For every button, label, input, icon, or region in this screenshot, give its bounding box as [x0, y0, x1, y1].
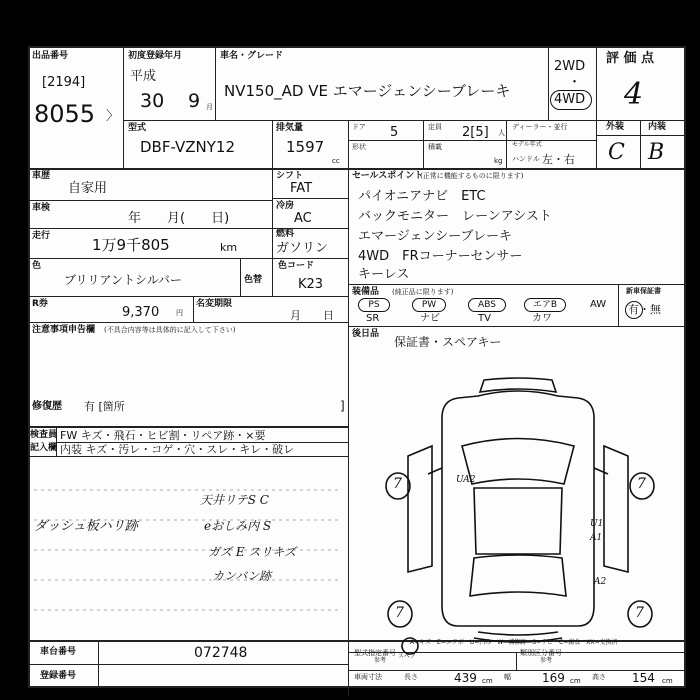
auth-label: 型式指定番号	[354, 649, 396, 657]
era: 平成	[130, 69, 157, 84]
new-warranty: 有・無	[628, 303, 661, 316]
reg-month: 9	[188, 90, 201, 112]
auth-ref: 参考	[374, 657, 387, 664]
size-label: 車両寸法	[354, 673, 382, 681]
damage-legend: A−キズ E−エクボ U−凹み W−補修跡 S−サビ C−腐食 XX−交換済	[410, 639, 618, 646]
handle: 左・右	[542, 153, 575, 166]
notes-label: 注意事項申告欄	[32, 325, 96, 335]
damage-a2: A2	[594, 577, 607, 587]
kg-unit: kg	[494, 157, 503, 165]
equip-abs: ABS	[468, 298, 506, 312]
inspector-row-2: 内装 キズ・汚レ・コゲ・穴・スレ・キレ・破レ	[60, 443, 295, 456]
attached-label: 後日品	[352, 329, 380, 339]
model: DBF-VZNY12	[140, 138, 236, 156]
sales-point: 4WD FRコーナーセンサー	[358, 249, 523, 264]
height-value: 154	[632, 671, 655, 685]
ac-label: 冷房	[276, 201, 295, 211]
lot-label: 出品番号	[32, 51, 69, 61]
equip-tv: TV	[478, 313, 491, 324]
equip-navi: ナビ	[420, 313, 440, 324]
month-unit: 月	[206, 103, 213, 111]
inspection: 年 月( 日)	[128, 211, 230, 226]
fuel-label: 燃料	[276, 229, 295, 239]
length-value: 439	[454, 671, 477, 685]
handle-label: ハンドル	[512, 155, 540, 163]
equip-ps: PS	[358, 298, 390, 312]
inspector-label-2: 記入欄	[30, 443, 58, 453]
note-guide-lines	[28, 460, 348, 640]
ext-label: 外装	[606, 122, 625, 132]
reg-number-label: 登録番号	[40, 671, 77, 681]
displacement-label: 排気量	[276, 123, 304, 133]
recycle-label: R券	[32, 299, 48, 309]
mileage-label: 走行	[32, 231, 51, 241]
equip-pw: PW	[412, 298, 446, 312]
spare-label: スペア	[398, 653, 417, 660]
inspector-row-1: FW キズ・飛石・ヒビ割・リペア跡・×要	[60, 429, 266, 442]
lot-sub: [2194]	[42, 75, 86, 90]
auction-sheet: 出品番号 [2194] 8055 〉 初度登録年月 平成 30 9 月 車名・グレード NV150_AD VE エマージェンシーブレーキ 2WD ・ 4WD 評 価 点 4 外装 内装 C B 型式 DBF-VZNY12 排気量 1597 cc ドア 5 定員 2[5] 人 ディーラー・並行 形状 積載 kg モデル年式 ハンドル 左・右 車歴 自家用 車検 年 月( 日) 走行 1万9千805 km シフト FAT 冷房 AC 燃料 ガソリン 色 ブリリアントシルバー 色替 色コード K23 R券 9,370 円 名変期限 月 日 注意事項申告欄 (不具合内容等は具体的に記入して下さい) 修復歴 有 [箇所 ] セールスポイント (正常に機能するものに限ります) パイオニアナビ ETC バックモニター レーンアシスト エマージェンシーブレーキ 4WD FRコーナーセンサー キーレス 装備品 (純正品に限ります) PS PW ABS エアB AW SR ナビ TV カワ 新車保証書 有・無 後日品 保証書・スペアキー 検査員 記入欄 FW キズ・飛石・ヒビ割・リペア跡・×要 内装 キズ・汚レ・コゲ・穴・スレ・キレ・破レ ダッシュ板ハリ跡 天井リテS C eおしみ内 S ガズ E スリキズ カンバン跡 7 7 7 7 UA2 U1 A1 A2 スペア A−キズ E−エクボ U−凹み W−補修跡 S−サビ C−腐食 XX−交換済 車台番号 072748 登録番号 型式指定番号 参考 類別区分番号 参考 車両寸法 長さ 439 cm 幅 169 cm 高さ 154 cm	[28, 46, 686, 688]
ac: AC	[294, 211, 312, 226]
ext-grade: C	[608, 140, 625, 165]
hand-note-4: カンバン跡	[212, 569, 272, 583]
drive-4wd: 4WD	[554, 92, 586, 107]
cc-unit: cc	[332, 157, 340, 165]
capacity: 2[5]	[462, 125, 489, 140]
lot-mark: 〉	[106, 109, 120, 124]
height-label: 高さ	[592, 673, 606, 681]
sales-point: バックモニター レーンアシスト	[358, 209, 552, 224]
sales-point: キーレス	[358, 267, 410, 282]
chassis-label: 車台番号	[40, 647, 77, 657]
sales-label: セールスポイント	[352, 171, 424, 181]
hand-note-3: ガズ E スリキズ	[208, 545, 297, 559]
equipment-label: 装備品	[352, 287, 380, 297]
door-label: ドア	[352, 123, 366, 131]
color-label: 色	[32, 261, 42, 271]
width-label: 幅	[504, 673, 511, 681]
hand-note-left: ダッシュ板ハリ跡	[34, 519, 138, 534]
inspector-label-1: 検査員	[30, 430, 58, 440]
color-code-label: 色コード	[278, 261, 315, 271]
hand-note-1: 天井リテS C	[200, 493, 269, 507]
sales-point: パイオニアナビ ETC	[358, 189, 486, 204]
meigi-label: 名変期限	[196, 299, 233, 309]
equipment-sub: (純正品に限ります)	[392, 288, 454, 296]
equip-aw: AW	[590, 299, 607, 310]
color-change-label: 色替	[244, 275, 263, 285]
model-label: 型式	[128, 123, 147, 133]
length-unit: cm	[482, 677, 493, 685]
dealer-label: ディーラー・並行	[512, 123, 568, 131]
car-damage-diagram	[388, 376, 688, 626]
int-grade: B	[648, 140, 665, 165]
reg-year: 30	[140, 90, 165, 112]
repair: 有 [箇所	[84, 400, 125, 413]
tire-fr-mark: 7	[637, 476, 646, 492]
class-label: 類別区分番号	[520, 649, 562, 657]
int-label: 内装	[648, 122, 667, 132]
tire-rr-mark: 7	[635, 605, 644, 621]
equip-leather: カワ	[532, 313, 552, 324]
new-warranty-label: 新車保証書	[626, 287, 661, 295]
chassis-number: 072748	[194, 645, 248, 661]
warranty-yes-circle	[625, 301, 643, 319]
mileage: 1万9千805	[92, 236, 170, 254]
recycle: 9,370	[122, 305, 160, 320]
car-name: NV150_AD VE エマージェンシーブレーキ	[224, 82, 511, 100]
tire-fl-mark: 7	[393, 476, 402, 492]
width-unit: cm	[570, 677, 581, 685]
km-unit: km	[220, 241, 238, 254]
hand-note-2: eおしみ内 S	[204, 519, 272, 533]
height-unit: cm	[662, 677, 673, 685]
color-code: K23	[298, 277, 324, 292]
shift-label: シフト	[276, 171, 304, 181]
yen-unit: 円	[176, 309, 183, 317]
usage: 自家用	[68, 181, 108, 196]
person-unit: 人	[498, 129, 505, 137]
usage-label: 車歴	[32, 171, 51, 181]
car-name-label: 車名・グレード	[220, 51, 284, 61]
capacity-label: 定員	[428, 123, 442, 131]
drive-2wd: 2WD	[554, 59, 586, 74]
meigi: 月 日	[290, 309, 334, 322]
model-year-label: モデル年式	[512, 141, 542, 148]
class-ref: 参考	[540, 657, 553, 664]
attached: 保証書・スペアキー	[394, 335, 502, 349]
first-reg-label: 初度登録年月	[128, 51, 183, 61]
length-label: 長さ	[404, 673, 418, 681]
inspection-label: 車検	[32, 203, 51, 213]
grade-value: 4	[624, 77, 644, 112]
repair-label: 修復歴	[32, 401, 62, 412]
notes-sub: (不具合内容等は具体的に記入して下さい)	[104, 326, 236, 334]
grade-label: 評 価 点	[606, 51, 655, 66]
damage-a1: A1	[590, 533, 603, 543]
loadcap-label: 積載	[428, 143, 442, 151]
equip-airbag: エアB	[524, 298, 566, 312]
shift: FAT	[290, 181, 313, 196]
doors: 5	[390, 125, 399, 140]
damage-u1: U1	[590, 519, 604, 529]
color: ブリリアントシルバー	[64, 273, 182, 287]
lot-number: 8055	[34, 100, 96, 128]
width-value: 169	[542, 671, 565, 685]
shape-label: 形状	[352, 143, 366, 151]
displacement: 1597	[286, 138, 325, 156]
equip-sr: SR	[366, 313, 380, 324]
tire-rl-mark: 7	[395, 605, 404, 621]
damage-ua2: UA2	[456, 475, 476, 485]
sales-sub: (正常に機能するものに限ります)	[420, 172, 524, 180]
fuel: ガソリン	[276, 241, 329, 256]
sales-point: エマージェンシーブレーキ	[358, 229, 512, 244]
